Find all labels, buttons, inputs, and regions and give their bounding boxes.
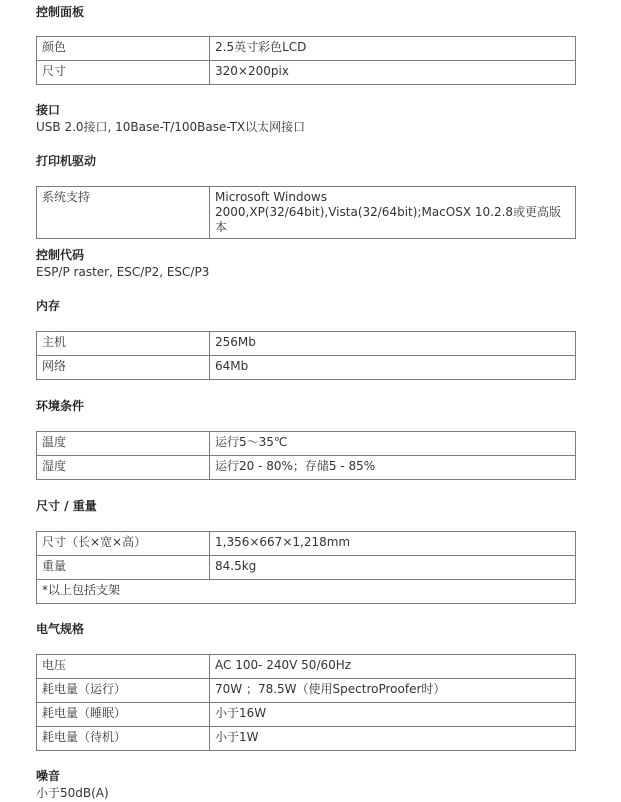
spec-value: AC 100- 240V 50/60Hz [210,655,576,679]
spec-value: 1,356×667×1,218mm [210,532,576,556]
control-panel-table [36,36,576,85]
table-row [37,556,576,580]
table-row [37,61,576,85]
interface-text: USB 2.0接口, 10Base-T/100Base-TX以太网接口 [36,120,306,134]
spec-key: 颜色 [37,37,210,61]
spec-value: 64Mb [210,356,576,380]
section-title-interface: 接口 [36,103,61,117]
section-title-environment: 环境条件 [36,399,85,413]
spec-key: 尺寸 [37,61,210,85]
spec-value: 小于16W [210,703,576,727]
spec-note: *以上包括支架 [37,580,576,604]
table-row [37,532,576,556]
spec-value: 256Mb [210,332,576,356]
spec-value: 运行5～35℃ [210,432,576,456]
spec-key: 耗电量（待机） [37,727,210,751]
table-row [37,356,576,380]
spec-key: 耗电量（睡眠） [37,703,210,727]
spec-key: 尺寸（长×宽×高） [37,532,210,556]
spec-value: 320×200pix [210,61,576,85]
table-row [37,655,576,679]
spec-key: 温度 [37,432,210,456]
spec-value: 70W ；78.5W（使用SpectroProofer时） [210,679,576,703]
spec-value: 小于1W [210,727,576,751]
noise-text: 小于50dB(A) [36,786,109,800]
spec-value: 84.5kg [210,556,576,580]
section-title-control-panel: 控制面板 [36,5,85,19]
table-row [37,679,576,703]
table-row [37,727,576,751]
spec-key: 电压 [37,655,210,679]
table-row [37,580,576,604]
section-title-memory: 内存 [36,299,61,313]
spec-key: 耗电量（运行） [37,679,210,703]
table-row [37,37,576,61]
section-title-control-code: 控制代码 [36,248,85,262]
spec-key: 湿度 [37,456,210,480]
memory-table [36,331,576,380]
section-title-printer-driver: 打印机驱动 [36,154,97,168]
section-title-electrical: 电气规格 [36,622,85,636]
electrical-table [36,654,576,751]
control-code-text: ESP/P raster, ESC/P2, ESC/P3 [36,265,210,279]
size-weight-table [36,531,576,604]
section-title-noise: 噪音 [36,769,61,783]
table-row [37,187,576,239]
spec-key: 重量 [37,556,210,580]
spec-value: 运行20 - 80%；存储5 - 85% [210,456,576,480]
spec-value: 2.5英寸彩色LCD [210,37,576,61]
spec-key: 网络 [37,356,210,380]
printer-driver-table [36,186,576,239]
table-row [37,456,576,480]
environment-table [36,431,576,480]
section-title-size-weight: 尺寸 / 重量 [36,499,97,513]
table-row [37,703,576,727]
table-row [37,332,576,356]
spec-key: 系统支持 [37,187,210,239]
spec-value: Microsoft Windows 2000,XP(32/64bit),Vista(32/64bit);MacOSX 10.2.8或更高版本 [210,187,576,239]
spec-key: 主机 [37,332,210,356]
table-row [37,432,576,456]
